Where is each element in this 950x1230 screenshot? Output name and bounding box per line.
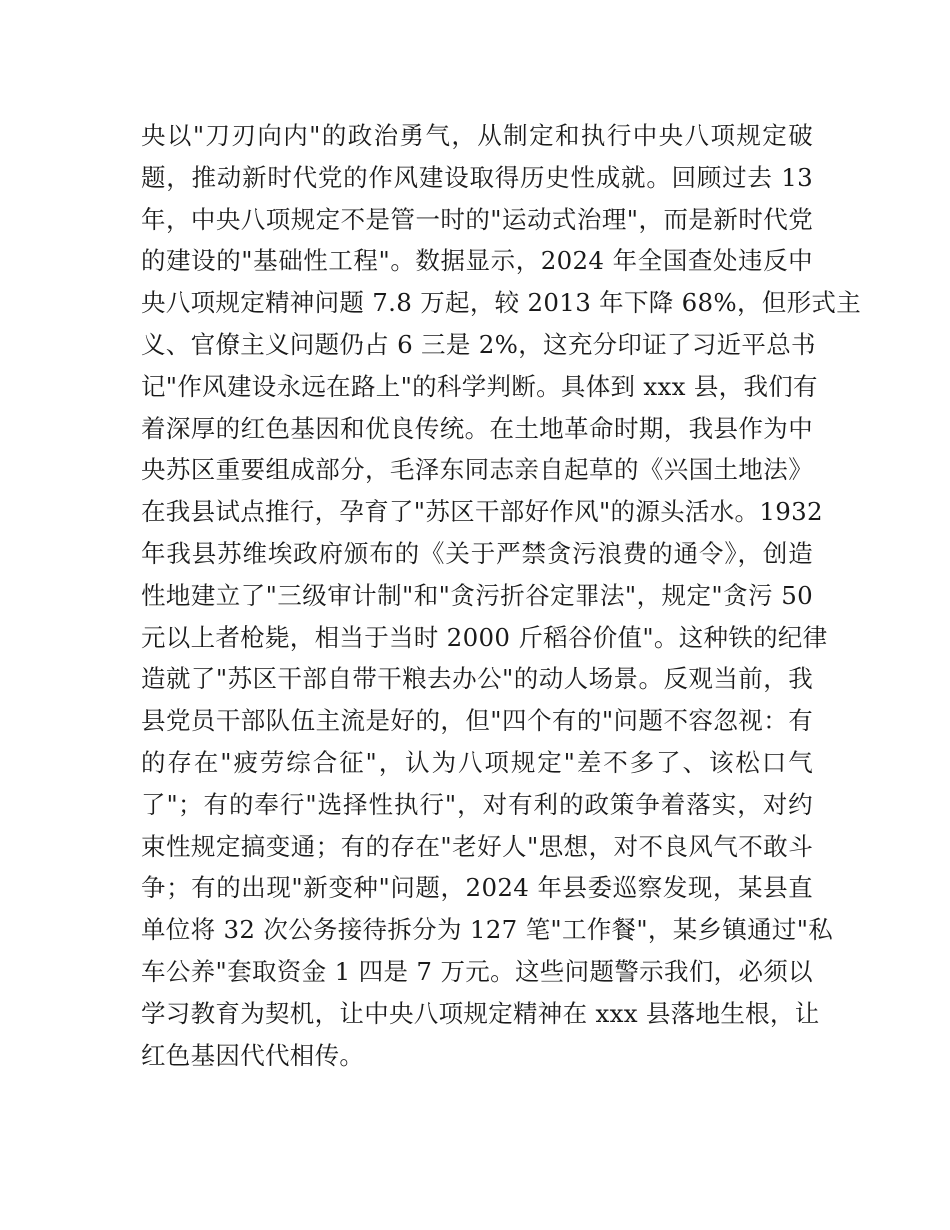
text-line: 年，中央八项规定不是管一时的"运动式治理"，而是新时代党 <box>141 204 813 234</box>
text-line: 车公养"套取资金 1 四是 7 万元。这些问题警示我们，必须以 <box>141 956 813 986</box>
text-line: 元以上者枪毙，相当于当时 2000 斤稻谷价值"。这种铁的纪律 <box>141 622 828 652</box>
text-line: 了"；有的奉行"选择性执行"，对有利的政策争着落实，对约 <box>141 789 813 819</box>
body-paragraph <box>141 115 862 1076</box>
text-line: 央八项规定精神问题 7.8 万起，较 2013 年下降 68%，但形式主 <box>141 288 862 318</box>
text-line-last: 红色基因代代相传。 <box>141 1040 365 1070</box>
text-line: 争；有的出现"新变种"问题，2024 年县委巡察发现，某县直 <box>141 873 813 903</box>
text-line: 题，推动新时代党的作风建设取得历史性成就。回顾过去 13 <box>141 162 813 192</box>
text-line: 义、官僚主义问题仍占 6 三是 2%，这充分印证了习近平总书 <box>141 329 816 359</box>
text-line: 央以"刀刃向内"的政治勇气，从制定和执行中央八项规定破 <box>141 121 813 150</box>
text-line: 在我县试点推行，孕育了"苏区干部好作风"的源头活水。1932 <box>141 497 823 527</box>
text-line: 单位将 32 次公务接待拆分为 127 笔"工作餐"，某乡镇通过"私 <box>141 915 834 945</box>
text-line: 年我县苏维埃政府颁布的《关于严禁贪污浪费的通令》，创造 <box>141 538 813 568</box>
text-line: 的存在"疲劳综合征"，认为八项规定"差不多了、该松口气 <box>141 747 813 777</box>
text-line: 造就了"苏区干部自带干粮去办公"的动人场景。反观当前，我 <box>141 664 813 694</box>
text-line: 学习教育为契机，让中央八项规定精神在 xxx 县落地生根，让 <box>141 998 820 1028</box>
text-line: 着深厚的红色基因和优良传统。在土地革命时期，我县作为中 <box>141 413 813 443</box>
text-line: 束性规定搞变通；有的存在"老好人"思想，对不良风气不敢斗 <box>141 831 813 861</box>
text-line: 央苏区重要组成部分，毛泽东同志亲自起草的《兴国土地法》 <box>141 455 813 485</box>
text-line: 记"作风建设永远在路上"的科学判断。具体到 xxx 县，我们有 <box>141 371 818 401</box>
text-line: 性地建立了"三级审计制"和"贪污折谷定罪法"，规定"贪污 50 <box>141 580 813 610</box>
text-line: 的建设的"基础性工程"。数据显示，2024 年全国查处违反中 <box>141 246 813 276</box>
text-line: 县党员干部队伍主流是好的，但"四个有的"问题不容忽视：有 <box>141 706 813 736</box>
